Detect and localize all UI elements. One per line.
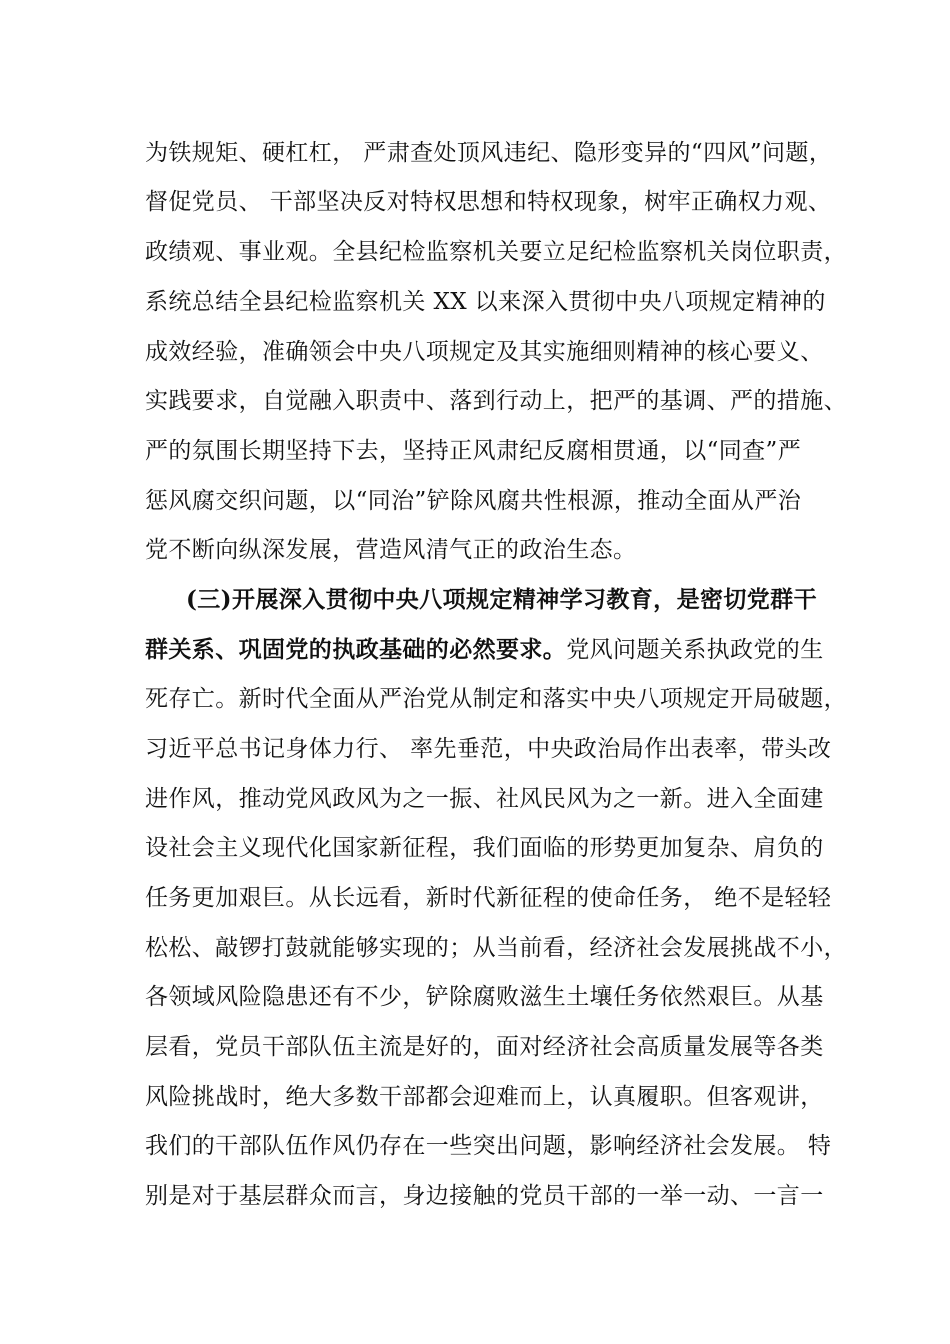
body-text-line: 任务更加艰巨。从长远看，新时代新征程的使命任务， 绝不是轻轻 [145,885,832,911]
body-text-line: 死存亡。新时代全面从严治党从制定和落实中央八项规定开局破题， [145,686,847,712]
body-text-line: 实践要求，自觉融入职责中、落到行动上，把严的基调、严的措施、 [145,388,847,414]
body-text-line: 严的氛围长期坚持下去，坚持正风肃纪反腐相贯通，以“同查”严 [145,438,802,464]
body-text-segment: 党风问题关系执政党的生 [566,637,824,663]
body-text-line: 设社会主义现代化国家新征程，我们面临的形势更加复杂、肩负的 [145,835,824,861]
section-heading-line: (三)开展深入贯彻中央八项规定精神学习教育，是密切党群干 [186,586,817,613]
body-text-line: 我们的干部队伍作风仍存在一些突出问题，影响经济社会发展。 特 [145,1133,832,1159]
body-text-line: 别是对于基层群众而言，身边接触的党员干部的一举一动、一言一 [145,1183,824,1209]
body-text-line: 层看，党员干部队伍主流是好的，面对经济社会高质量发展等各类 [145,1034,824,1060]
body-text-line: 系统总结全县纪检监察机关 XX 以来深入贯彻中央八项规定精神的 [145,289,826,315]
body-text-line: 督促党员、 干部坚决反对特权思想和特权现象，树牢正确权力观、 [145,189,832,215]
body-text-line: 为铁规矩、硬杠杠， 严肃查处顶风违纪、隐形变异的“四风”问题， [145,140,833,166]
body-text-line: 成效经验，准确领会中央八项规定及其实施细则精神的核心要义、 [145,339,824,365]
section-heading-text: 群关系、巩固党的执政基础的必然要求。 [145,636,567,663]
body-text-line: 风险挑战时，绝大多数干部都会迎难而上，认真履职。但客观讲， [145,1084,824,1110]
body-text-line: 政绩观、事业观。全县纪检监察机关要立足纪检监察机关岗位职责， [145,239,847,265]
body-text-line: 惩风腐交织问题，以“同治”铲除风腐共性根源，推动全面从严治 [145,488,802,514]
body-text-line: 习近平总书记身体力行、 率先垂范，中央政治局作出表率，带头改 [145,736,832,762]
body-text-line: 松松、敲锣打鼓就能够实现的；从当前看，经济社会发展挑战不小， [145,935,847,961]
section-heading-line-mixed [145,630,835,670]
body-text-line: 党不断向纵深发展，营造风清气正的政治生态。 [145,537,637,563]
body-text-line: 进作风，推动党风政风为之一振、社风民风为之一新。进入全面建 [145,786,824,812]
body-text-line: 各领域风险隐患还有不少，铲除腐败滋生土壤任务依然艰巨。从基 [145,984,824,1010]
